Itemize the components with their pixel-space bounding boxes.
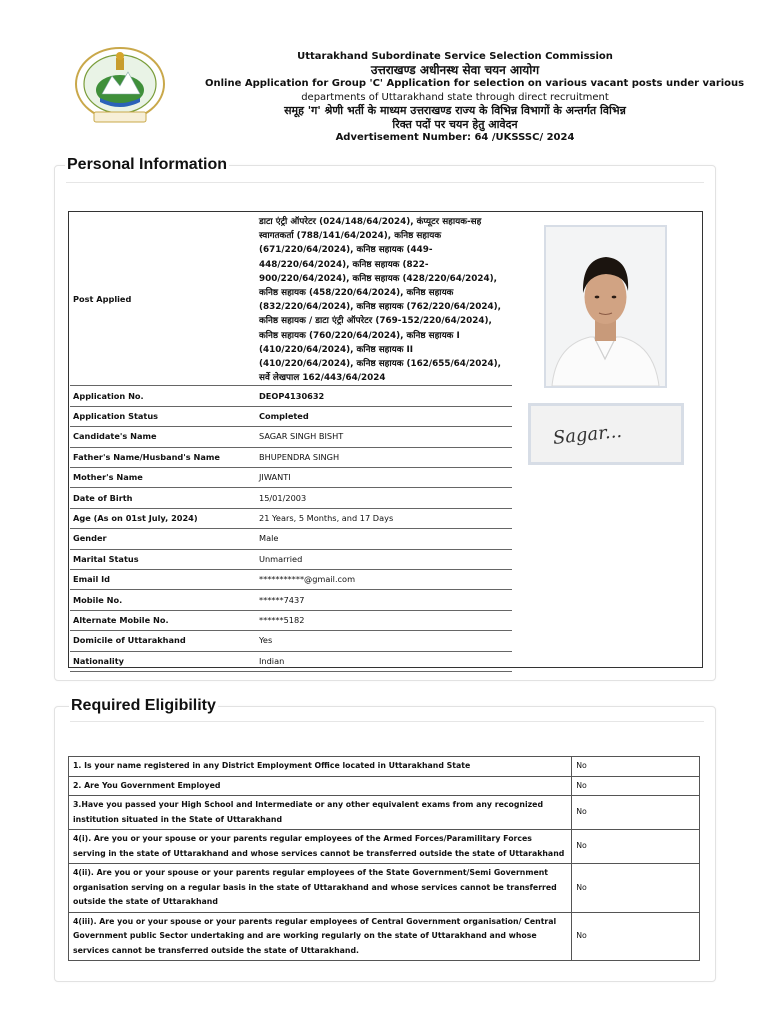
table-row xyxy=(70,590,512,610)
commission-name-hindi: उत्तराखण्ड अधीनस्थ सेवा चयन आयोग xyxy=(370,62,540,77)
mobile-value: ******7437 xyxy=(256,590,512,610)
table-row xyxy=(69,830,700,864)
row-label: Nationality xyxy=(70,651,256,671)
mother-name-value: JIWANTI xyxy=(256,468,512,488)
application-subtitle-hindi: रिक्त पदों पर चयन हेतु आवेदन xyxy=(392,117,518,131)
age-value: 21 Years, 5 Months, and 17 Days xyxy=(256,508,512,528)
candidate-name-value: SAGAR SINGH BISHT xyxy=(256,427,512,447)
row-label: Candidate's Name xyxy=(70,427,256,447)
application-title-hindi: समूह 'ग' श्रेणी भर्ती के माध्यम उत्तराखण्ड राज्य के विभिन्न विभागों के अन्तर्गत विभिन्न xyxy=(284,104,626,117)
table-row xyxy=(70,549,512,569)
eligibility-answer: No xyxy=(572,864,700,913)
table-row xyxy=(70,651,512,671)
table-row xyxy=(70,488,512,508)
eligibility-answer: No xyxy=(572,796,700,830)
personal-information-table xyxy=(70,213,512,672)
uttarakhand-emblem-icon xyxy=(72,46,168,126)
marital-status-value: Unmarried xyxy=(256,549,512,569)
gender-value: Male xyxy=(256,529,512,549)
candidate-photo-icon xyxy=(544,225,667,388)
row-label: Email Id xyxy=(70,569,256,589)
application-title-english: Online Application for Group 'C' Application for selection on various vacant posts under various xyxy=(205,78,745,89)
table-row xyxy=(69,912,700,961)
table-row xyxy=(69,757,700,777)
table-row xyxy=(69,864,700,913)
alternate-mobile-value: ******5182 xyxy=(256,610,512,630)
eligibility-question: 4(ii). Are you or your spouse or your parents regular employees of the State Government/Semi Government organisation serving on a regular basis in the state of Uttarakhand and whose services cannot be transferred outside the state of Uttarakhand xyxy=(69,864,572,913)
eligibility-answer: No xyxy=(572,830,700,864)
table-row xyxy=(70,213,512,386)
eligibility-question: 3.Have you passed your High School and Intermediate or any other equivalent exams from any recognized institution situated in the State of Uttarakhand xyxy=(69,796,572,830)
application-number-value: DEOP4130632 xyxy=(256,386,512,406)
eligibility-table xyxy=(68,756,700,961)
application-subtitle-english: departments of Uttarakhand state through direct recruitment xyxy=(301,91,609,103)
eligibility-question: 2. Are You Government Employed xyxy=(69,776,572,796)
table-row xyxy=(70,468,512,488)
date-of-birth-value: 15/01/2003 xyxy=(256,488,512,508)
eligibility-answer: No xyxy=(572,776,700,796)
table-row xyxy=(69,796,700,830)
post-applied-value: डाटा एंट्री ऑपरेटर (024/148/64/2024), कंप्यूटर सहायक-सह स्वागतकर्ता (788/141/64/2024), कनिष्ठ सहायक (671/220/64/2024), कनिष्ठ सहायक (449-448/220/64/2024), कनिष्ठ सहायक (822-900/220/64/2024), कनिष्ठ सहायक (428/220/64/2024), कनिष्ठ सहायक (458/220/64/2024), कनिष्ठ सहायक (832/220/64/2024), कनिष्ठ सहायक (762/220/64/2024), कनिष्ठ सहायक / डाटा एंट्री ऑपरेटर (769-152/220/64/2024), कनिष्ठ सहायक (760/220/64/2024), कनिष्ठ सहायक I (410/220/64/2024), कनिष्ठ सहायक II (410/220/64/2024), कनिष्ठ सहायक (162/655/64/2024), सर्वे लेखपाल 162/443/64/2024 xyxy=(256,213,512,386)
advertisement-number: Advertisement Number: 64 /UKSSSC/ 2024 xyxy=(335,132,575,143)
table-row xyxy=(70,569,512,589)
row-label: Alternate Mobile No. xyxy=(70,610,256,630)
personal-information-title: Personal Information xyxy=(67,156,228,173)
eligibility-question: 4(i). Are you or your spouse or your parents regular employees of the Armed Forces/Paramilitary Forces serving in the state of Uttarakhand and whose services cannot be transferred outside the state of Uttarakhand xyxy=(69,830,572,864)
commission-name-english: Uttarakhand Subordinate Service Selection Commission xyxy=(297,51,613,62)
row-label: Application No. xyxy=(70,386,256,406)
table-row xyxy=(70,529,512,549)
table-row xyxy=(70,610,512,630)
father-name-value: BHUPENDRA SINGH xyxy=(256,447,512,467)
row-label: Marital Status xyxy=(70,549,256,569)
eligibility-question: 4(iii). Are you or your spouse or your parents regular employees of Central Government organisation/ Central Government public Sector undertaking and are working regularly on the state of Uttarakhand and whose services cannot be transferred outside the state of Uttarakhand. xyxy=(69,912,572,961)
header-text-block xyxy=(205,50,745,145)
required-eligibility-title: Required Eligibility xyxy=(71,697,216,714)
row-label: Application Status xyxy=(70,406,256,426)
row-label: Gender xyxy=(70,529,256,549)
row-label: Domicile of Uttarakhand xyxy=(70,631,256,651)
row-label: Date of Birth xyxy=(70,488,256,508)
email-value: ***********@gmail.com xyxy=(256,569,512,589)
table-row xyxy=(70,427,512,447)
eligibility-answer: No xyxy=(572,757,700,777)
page-header xyxy=(0,0,768,150)
table-row xyxy=(70,631,512,651)
signature-text: Sagar... xyxy=(551,420,623,449)
row-label: Post Applied xyxy=(70,213,256,386)
row-label: Age (As on 01st July, 2024) xyxy=(70,508,256,528)
eligibility-question: 1. Is your name registered in any District Employment Office located in Uttarakhand State xyxy=(69,757,572,777)
nationality-value: Indian xyxy=(256,651,512,671)
row-label: Mother's Name xyxy=(70,468,256,488)
row-label: Mobile No. xyxy=(70,590,256,610)
table-row xyxy=(70,386,512,406)
table-row xyxy=(70,508,512,528)
candidate-signature xyxy=(528,403,684,465)
row-label: Father's Name/Husband's Name xyxy=(70,447,256,467)
domicile-value: Yes xyxy=(256,631,512,651)
table-row xyxy=(70,447,512,467)
section-divider xyxy=(66,182,704,183)
section-divider xyxy=(70,721,704,722)
table-row xyxy=(69,776,700,796)
eligibility-answer: No xyxy=(572,912,700,961)
application-status-value: Completed xyxy=(256,406,512,426)
table-row xyxy=(70,406,512,426)
